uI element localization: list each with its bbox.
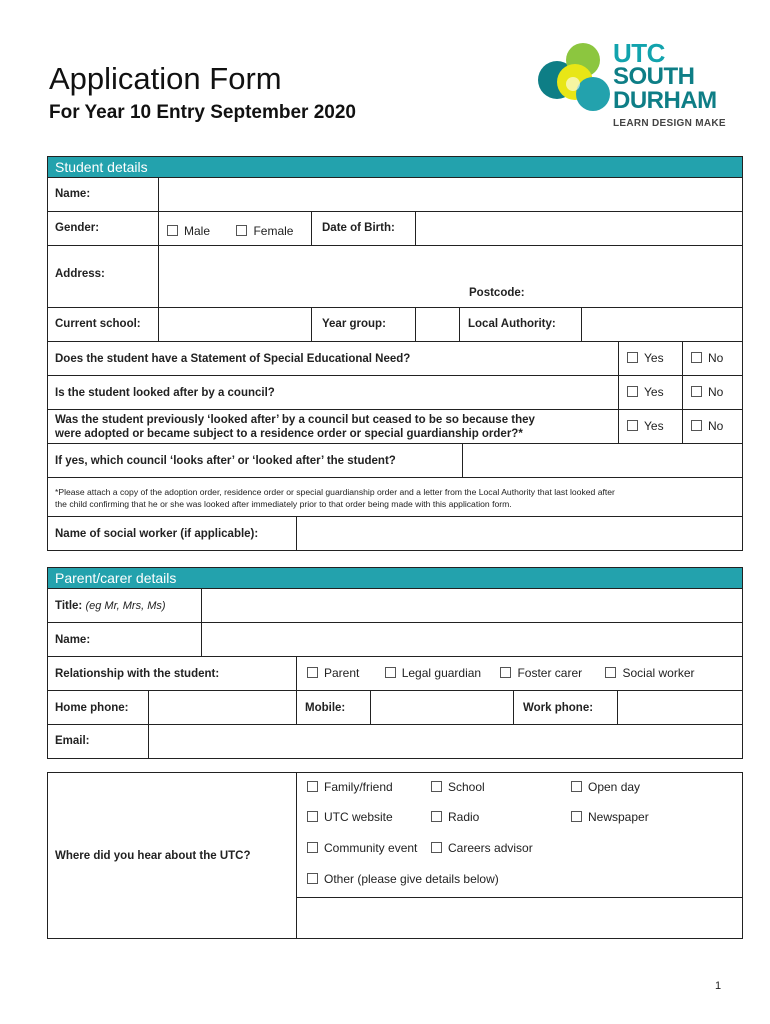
year-group-field[interactable]	[415, 308, 459, 341]
checkbox-icon	[627, 420, 638, 431]
mobile-field[interactable]	[370, 691, 513, 724]
student-details-heading: Student details	[48, 157, 742, 178]
hear-open-day-checkbox[interactable]: Open day	[571, 780, 640, 794]
hear-about-label: Where did you hear about the UTC?	[55, 850, 251, 862]
hear-newspaper-checkbox[interactable]: Newspaper	[571, 810, 649, 824]
phone-row	[48, 691, 742, 725]
home-phone-field[interactable]	[148, 691, 296, 724]
sen-yes-checkbox[interactable]: Yes	[618, 342, 682, 375]
looked-after-no-checkbox[interactable]: No	[682, 376, 742, 409]
logo-text-south: SOUTH	[613, 63, 695, 90]
logo-tagline: LEARN DESIGN MAKE	[613, 118, 726, 129]
relationship-social-worker-checkbox[interactable]: Social worker	[605, 666, 694, 680]
checkbox-icon	[431, 811, 442, 822]
attachment-note-row	[48, 478, 742, 517]
checkbox-icon	[431, 781, 442, 792]
local-authority-field[interactable]	[581, 308, 742, 341]
checkbox-icon	[571, 781, 582, 792]
work-phone-label: Work phone:	[513, 691, 617, 724]
which-council-question: If yes, which council ‘looks after’ or ‘looked after’ the student?	[55, 455, 396, 467]
current-school-field[interactable]	[158, 308, 311, 341]
current-school-label: Current school:	[55, 318, 141, 330]
parent-details-section	[47, 567, 743, 759]
parent-details-heading: Parent/carer details	[48, 568, 742, 589]
previously-no-checkbox[interactable]: No	[682, 410, 742, 443]
parent-title-label: Title: (eg Mr, Mrs, Ms)	[55, 600, 166, 612]
looked-after-row	[48, 376, 742, 410]
hear-other-checkbox[interactable]: Other (please give details below)	[307, 872, 499, 886]
hear-community-checkbox[interactable]: Community event	[307, 841, 417, 855]
page-number: 1	[715, 980, 722, 992]
page-subtitle: For Year 10 Entry September 2020	[49, 102, 356, 123]
email-field[interactable]	[148, 725, 742, 758]
student-name-row	[48, 178, 742, 212]
checkbox-icon	[307, 873, 318, 884]
parent-title-field[interactable]	[201, 589, 742, 622]
dob-label: Date of Birth:	[311, 212, 415, 245]
checkbox-icon	[236, 225, 247, 236]
hear-radio-checkbox[interactable]: Radio	[431, 810, 479, 824]
social-worker-field[interactable]	[296, 517, 742, 550]
utc-logo	[535, 38, 735, 138]
checkbox-icon	[167, 225, 178, 236]
local-authority-label: Local Authority:	[459, 308, 581, 341]
hear-website-checkbox[interactable]: UTC website	[307, 810, 393, 824]
gender-male-checkbox[interactable]	[167, 222, 210, 239]
postcode-label: Postcode:	[469, 287, 525, 299]
gender-male-label: Male	[184, 224, 211, 238]
social-worker-label: Name of social worker (if applicable):	[55, 528, 259, 540]
relationship-label: Relationship with the student:	[55, 668, 220, 680]
work-phone-field[interactable]	[617, 691, 742, 724]
previously-yes-checkbox[interactable]: Yes	[618, 410, 682, 443]
checkbox-icon	[691, 352, 702, 363]
address-row	[48, 246, 742, 308]
looked-after-question: Is the student looked after by a council?	[55, 387, 275, 399]
hear-other-details-field[interactable]	[297, 898, 742, 938]
sen-no-checkbox[interactable]: No	[682, 342, 742, 375]
home-phone-label: Home phone:	[55, 702, 129, 714]
relationship-foster-carer-checkbox[interactable]: Foster carer	[500, 666, 582, 680]
hear-about-section	[47, 772, 743, 939]
email-row	[48, 725, 742, 759]
dob-field[interactable]	[415, 212, 742, 245]
checkbox-icon	[307, 842, 318, 853]
gender-female-checkbox[interactable]	[236, 222, 293, 239]
gender-options	[158, 212, 311, 245]
school-row	[48, 308, 742, 342]
gender-label: Gender:	[55, 222, 100, 234]
checkbox-icon	[627, 386, 638, 397]
checkbox-icon	[691, 386, 702, 397]
student-name-field[interactable]	[158, 178, 742, 211]
logo-circles-icon	[535, 38, 615, 118]
relationship-legal-guardian-checkbox[interactable]: Legal guardian	[385, 666, 481, 680]
page-title: Application Form	[49, 61, 282, 96]
social-worker-row	[48, 517, 742, 551]
checkbox-icon	[307, 781, 318, 792]
looked-after-yes-checkbox[interactable]: Yes	[618, 376, 682, 409]
gender-female-label: Female	[253, 224, 294, 238]
relationship-parent-checkbox[interactable]: Parent	[307, 666, 359, 680]
parent-title-row	[48, 589, 742, 623]
parent-name-field[interactable]	[201, 623, 742, 656]
previously-looked-after-row	[48, 410, 742, 444]
logo-text-durham: DURHAM	[613, 87, 717, 114]
checkbox-icon	[307, 811, 318, 822]
checkbox-icon	[500, 667, 511, 678]
parent-title-hint: (eg Mr, Mrs, Ms)	[85, 600, 166, 612]
checkbox-icon	[431, 842, 442, 853]
email-label: Email:	[55, 735, 90, 747]
logo-text-utc: UTC	[613, 38, 665, 68]
parent-name-row	[48, 623, 742, 657]
gender-row	[48, 212, 742, 246]
checkbox-icon	[385, 667, 396, 678]
attachment-note: *Please attach a copy of the adoption order, residence order or special guardianship order and a letter from the Local Authority that last looked after the child confirming that he or she was looked after immediately prior to that order being made with this application form.	[55, 487, 615, 509]
student-name-label: Name:	[55, 188, 91, 200]
sen-question: Does the student have a Statement of Special Educational Need?	[55, 353, 411, 365]
previously-looked-after-question: Was the student previously ‘looked after’ by a council but ceased to be so because they were adopted or became subject to a residence order or special guardianship order?*	[55, 414, 535, 440]
student-details-section	[47, 156, 743, 551]
hear-about-checkbox-area	[297, 773, 742, 898]
which-council-row	[48, 444, 742, 478]
hear-about-options	[296, 773, 742, 938]
sen-row	[48, 342, 742, 376]
mobile-label: Mobile:	[296, 691, 370, 724]
address-label: Address:	[55, 268, 105, 280]
relationship-row	[48, 657, 742, 691]
checkbox-icon	[627, 352, 638, 363]
checkbox-icon	[691, 420, 702, 431]
hear-careers-checkbox[interactable]: Careers advisor	[431, 841, 533, 855]
checkbox-icon	[571, 811, 582, 822]
address-field[interactable]	[158, 246, 742, 307]
which-council-field[interactable]	[462, 444, 742, 477]
year-group-label: Year group:	[311, 308, 415, 341]
relationship-options	[296, 657, 742, 690]
hear-school-checkbox[interactable]: School	[431, 780, 485, 794]
parent-name-label: Name:	[55, 634, 91, 646]
hear-family-checkbox[interactable]: Family/friend	[307, 780, 393, 794]
checkbox-icon	[307, 667, 318, 678]
checkbox-icon	[605, 667, 616, 678]
